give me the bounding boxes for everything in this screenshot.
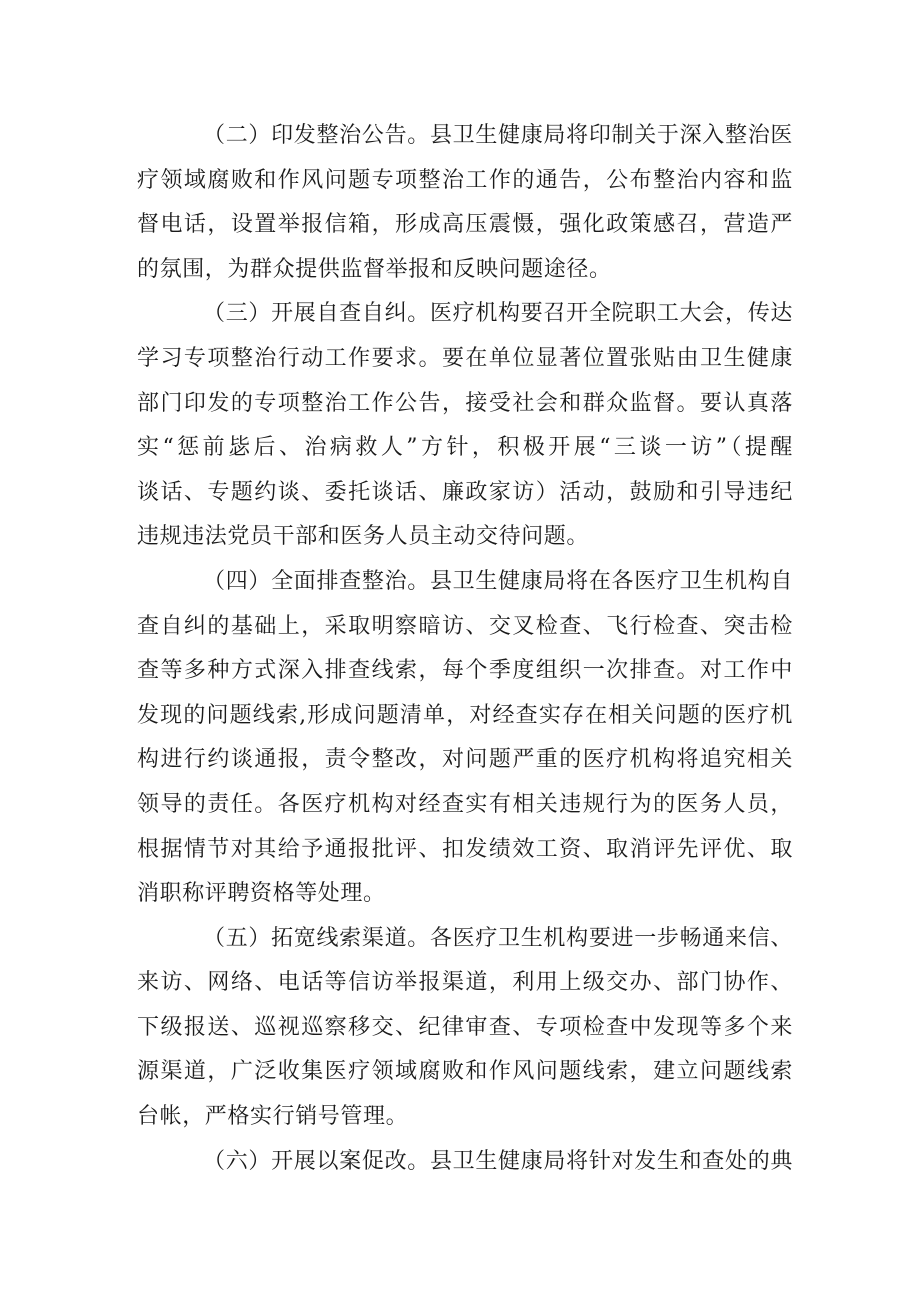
text-line: 消职称评聘资格等处理。 (137, 881, 386, 907)
document-body (137, 114, 793, 1184)
text-line: （六）开展以案促改。县卫生健康局将针对发生和查处的典 (203, 1148, 793, 1174)
paragraph-section-4 (137, 560, 793, 917)
paragraph-section-2 (137, 114, 793, 292)
text-line: 下级报送、巡视巡察移交、纪律审查、专项检查中发现等多个来 (137, 1014, 793, 1040)
text-line: 台帐，严格实行销号管理。 (137, 1104, 409, 1130)
paragraph-section-6 (137, 1140, 793, 1185)
text-line: （三）开展自查自纠。医疗机构要召开全院职工大会，传达 (203, 301, 793, 327)
text-line: 督电话，设置举报信箱，形成高压震慑，强化政策感召，营造严 (137, 212, 793, 238)
text-line: 构进行约谈通报，责令整改，对问题严重的医疗机构将追究相关 (137, 747, 793, 773)
text-line: 实“惩前毖后、治病救人”方针，积极开展“三谈一访”（提醒 (137, 435, 793, 461)
text-line: 违规违法党员干部和医务人员主动交待问题。 (137, 524, 590, 550)
paragraph-section-5 (137, 917, 793, 1140)
text-line: （五）拓宽线索渠道。各医疗卫生机构要进一步畅通来信、 (203, 925, 793, 951)
text-line: 查自纠的基础上，采取明察暗访、交叉检查、飞行检查、突击检 (137, 613, 793, 639)
text-line: （二）印发整治公告。县卫生健康局将印制关于深入整治医 (203, 123, 793, 148)
text-line: 源渠道，广泛收集医疗领域腐败和作风问题线索，建立问题线索 (137, 1059, 793, 1085)
text-line: 发现的问题线索,形成问题清单，对经查实存在相关问题的医疗机 (137, 702, 793, 728)
text-line: 学习专项整治行动工作要求。要在单位显著位置张贴由卫生健康 (137, 345, 793, 371)
text-line: 来访、网络、电话等信访举报渠道，利用上级交办、部门协作、 (137, 970, 793, 996)
text-line: 部门印发的专项整治工作公告，接受社会和群众监督。要认真落 (137, 390, 793, 416)
text-line: 谈话、专题约谈、委托谈话、廉政家访）活动，鼓励和引导违纪 (137, 479, 793, 505)
text-line: 领导的责任。各医疗机构对经查实有相关违规行为的医务人员， (137, 791, 793, 817)
text-line: 查等多种方式深入排查线索，每个季度组织一次排查。对工作中 (137, 658, 793, 684)
text-line: 根据情节对其给予通报批评、扣发绩效工资、取消评先评优、取 (137, 836, 793, 862)
text-line: （四）全面排查整治。县卫生健康局将在各医疗卫生机构自 (203, 568, 793, 594)
text-line: 的氛围，为群众提供监督举报和反映问题途径。 (137, 256, 612, 282)
paragraph-section-3 (137, 292, 793, 560)
text-line: 疗领域腐败和作风问题专项整治工作的通告，公布整治内容和监 (137, 167, 793, 193)
